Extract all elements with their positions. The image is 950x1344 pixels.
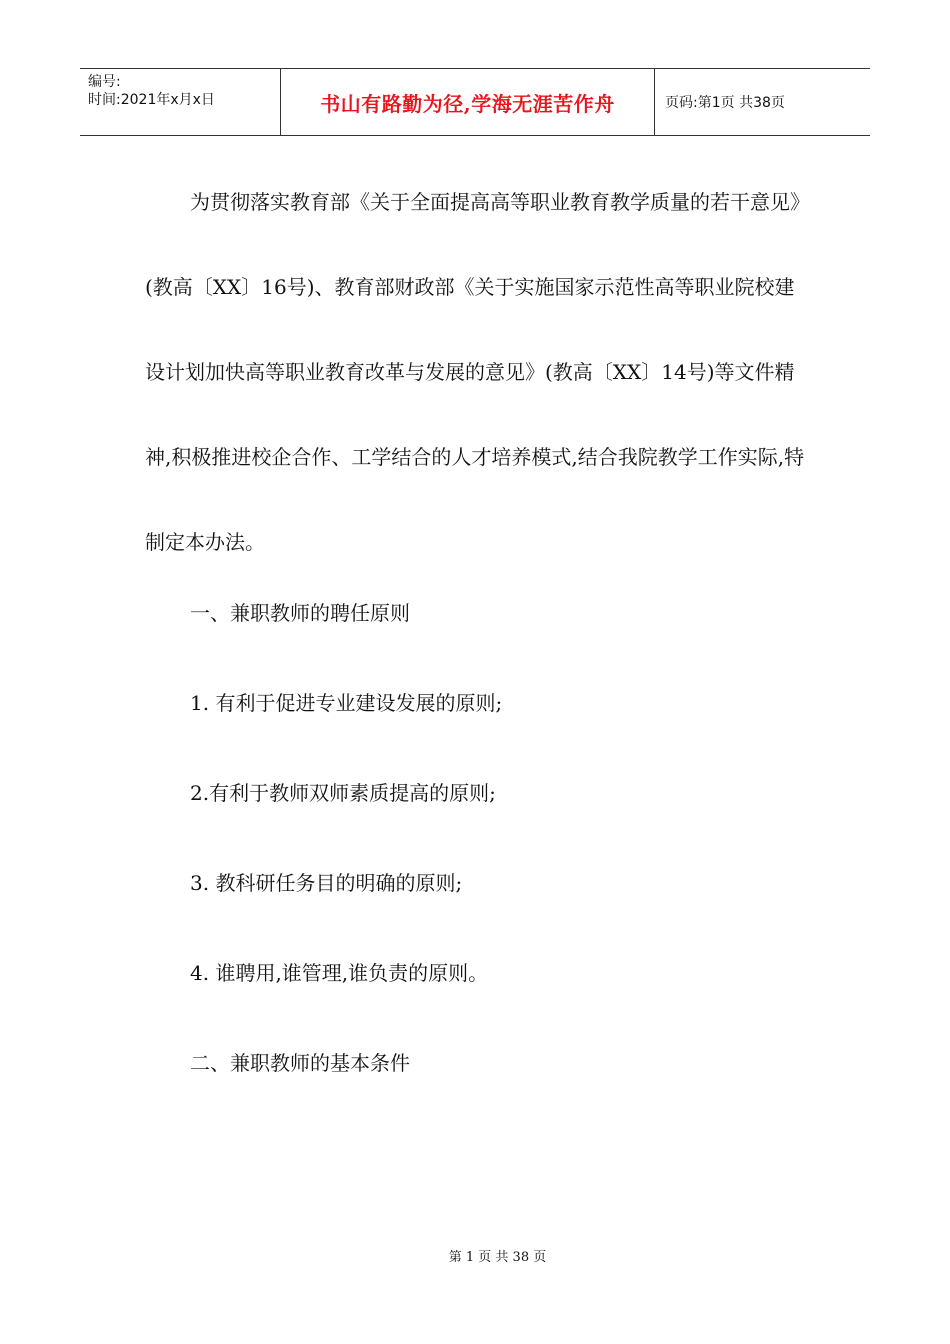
list-item: 3. 教科研任务目的明确的原则; bbox=[190, 871, 463, 895]
header-page-number: 页码:第1页 共38页 bbox=[665, 95, 785, 111]
list-item: 1. 有利于促进专业建设发展的原则; bbox=[190, 691, 503, 715]
page-footer: 第 1 页 共 38 页 bbox=[448, 1250, 547, 1265]
section-list bbox=[145, 0, 810, 1344]
intro-paragraph: 为贯彻落实教育部《关于全面提高高等职业教育教学质量的若干意见》(教高〔XX〕16号)、教育部财政部《关于实施国家示范性高等职业院校建设计划加快高等职业教育改革与发展的意见》(教高〔XX〕14号)等文件精神,积极推进校企合作、工学结合的人才培养模式,结合我院教学工作实际,特制定本办法。 bbox=[145, 190, 810, 554]
list-item: 2.有利于教师双师素质提高的原则; bbox=[190, 781, 496, 805]
list-item: 4. 谁聘用,谁管理,谁负责的原则。 bbox=[190, 961, 489, 985]
document-number-label: 编号: bbox=[88, 74, 121, 90]
header-motto: 书山有路勤为径,学海无涯苦作舟 bbox=[281, 69, 655, 135]
section-heading-2: 二、兼职教师的基本条件 bbox=[190, 1051, 410, 1075]
section-heading-1: 一、兼职教师的聘任原则 bbox=[190, 601, 410, 625]
document-time-label: 时间:2021年x月x日 bbox=[88, 92, 215, 108]
